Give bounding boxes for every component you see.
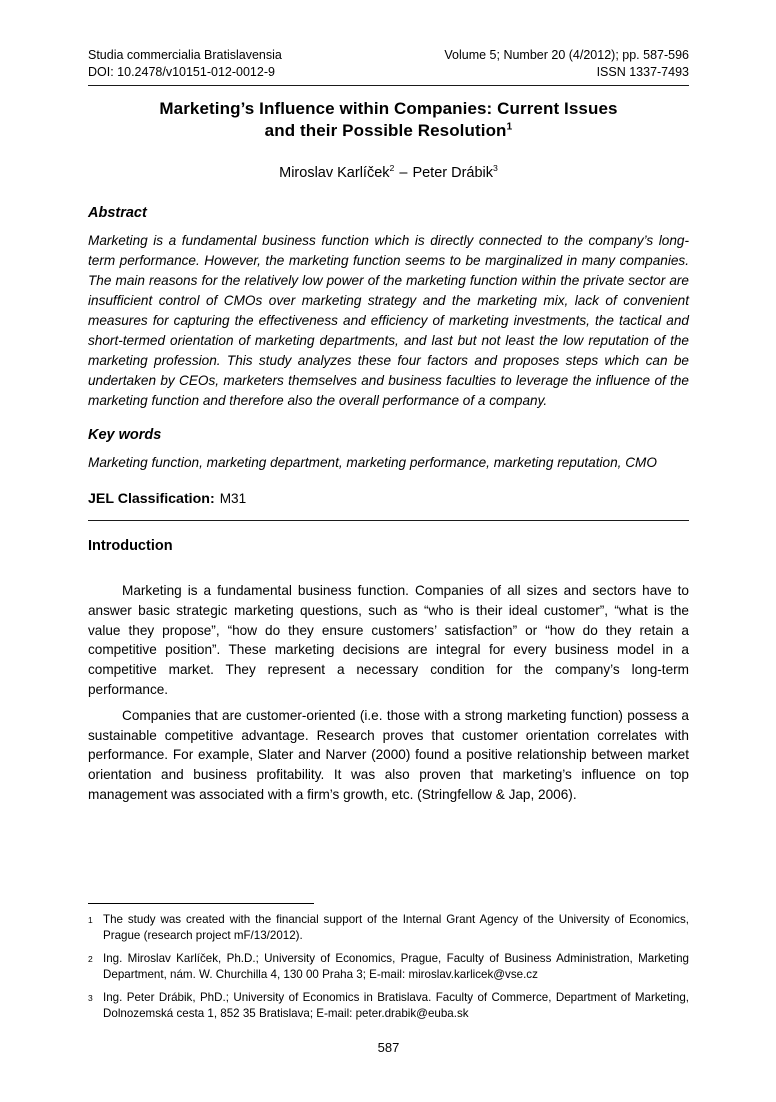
jel-value: M31 [219,491,247,506]
author-2: Peter Drábik [412,165,494,181]
footnote-1-ref: 1 [88,915,93,925]
jel-classification-line [88,490,689,508]
footnote-1 [88,912,689,943]
footnote-block [88,903,689,1030]
header-right [444,47,689,81]
introduction-heading: Introduction [88,538,173,554]
footnote-2 [88,951,689,982]
footnote-1-text: The study was created with the financial support of the Internal Grant Agency of the University of Economics, Prague (research project mF/13/2012). [103,913,689,942]
author-2-footnote-ref: 3 [493,163,498,174]
footnote-2-text: Ing. Miroslav Karlíček, Ph.D.; University of Economics, Prague, Faculty of Business Administration, Marketing Department, nám. W. Churchilla 4, 130 00 Praha 3; E-mail: miroslav.karlicek@vse.cz [103,952,689,981]
issn: ISSN 1337-7493 [596,65,689,79]
introduction-paragraph-2: Companies that are customer-oriented (i.e. those with a strong marketing function) possess a sustainable competitive advantage. Research proves that customer orientation correlates with performance. For example, Slater and Narver (2000) found a positive relationship between market orientation and business profitability. It was also proven that marketing’s influence on top management was associated with a firm’s growth, etc. (Stringfellow & Jap, 2006). [88,707,689,802]
running-header [88,47,689,86]
paper-title [88,98,689,142]
abstract-heading: Abstract [88,205,147,221]
footnote-3-ref: 3 [88,993,93,1004]
doi: DOI: 10.2478/v10151-012-0012-9 [88,65,275,79]
keywords-text: Marketing function, marketing department, marketing performance, marketing reputation, CMO [88,455,657,470]
jel-label: JEL Classification: [88,491,215,507]
page-content [88,0,689,1055]
paper-title-line2: and their Possible Resolution$^1$ [264,121,513,140]
author-separator: – [399,165,408,181]
page-number: 587 [377,1040,400,1055]
abstract-text: Marketing is a fundamental business function which is directly connected to the company’s long-term performance. However, the marketing function seems to be marginalized in many companies. The main reasons for the relatively low power of the marketing function within the private sector are insufficient control of CMOs over marketing strategy and the marketing mix, lack of convenient measures for capturing the effectiveness and efficiency of marketing investments, the tactical and short-termed orientation of marketing departments, and last but not least the low reputation of the marketing profession. This study analyzes these four factors and proposes steps which can be undertaken by CEOs, marketers themselves and business faculties to leverage the influence of the marketing function and therefore also the overall performance of a company. [88,233,689,408]
footnote-2-ref: 2 [88,954,93,965]
volume-info: Volume 5; Number 20 (4/2012); pp. 587-596 [444,48,689,62]
introduction-paragraph-1: Marketing is a fundamental business function. Companies of all sizes and sectors have to answer basic strategic marketing questions, such as “who is their ideal customer”, “what is the value they propose”, “how do they ensure customers’ satisfaction” or “how do they retain a competitive position”. These marketing decisions are integral for every business model in a competitive market. They represent a necessary condition for the company’s long-term performance. [88,583,689,697]
footnote-3-text: Ing. Peter Drábik, PhD.; University of Economics in Bratislava. Faculty of Commerce, Department of Marketing, Dolnozemská cesta 1, 852 35 Bratislava; E-mail: peter.drabik@euba.sk [103,991,689,1020]
footnote-separator [88,903,314,904]
title-footnote-ref: 1 [506,121,513,133]
keywords-heading: Key words [88,427,162,443]
header-left [88,47,282,81]
author-1-footnote-ref: 2 [389,163,395,174]
journal-name: Studia commercialia Bratislavensia [88,48,282,62]
author-1: Miroslav Karlíček [279,165,390,181]
paper-title-line1: Marketing’s Influence within Companies: Current Issues [159,99,618,118]
section-divider [88,520,689,521]
footnote-3 [88,990,689,1021]
author-line [88,164,689,183]
